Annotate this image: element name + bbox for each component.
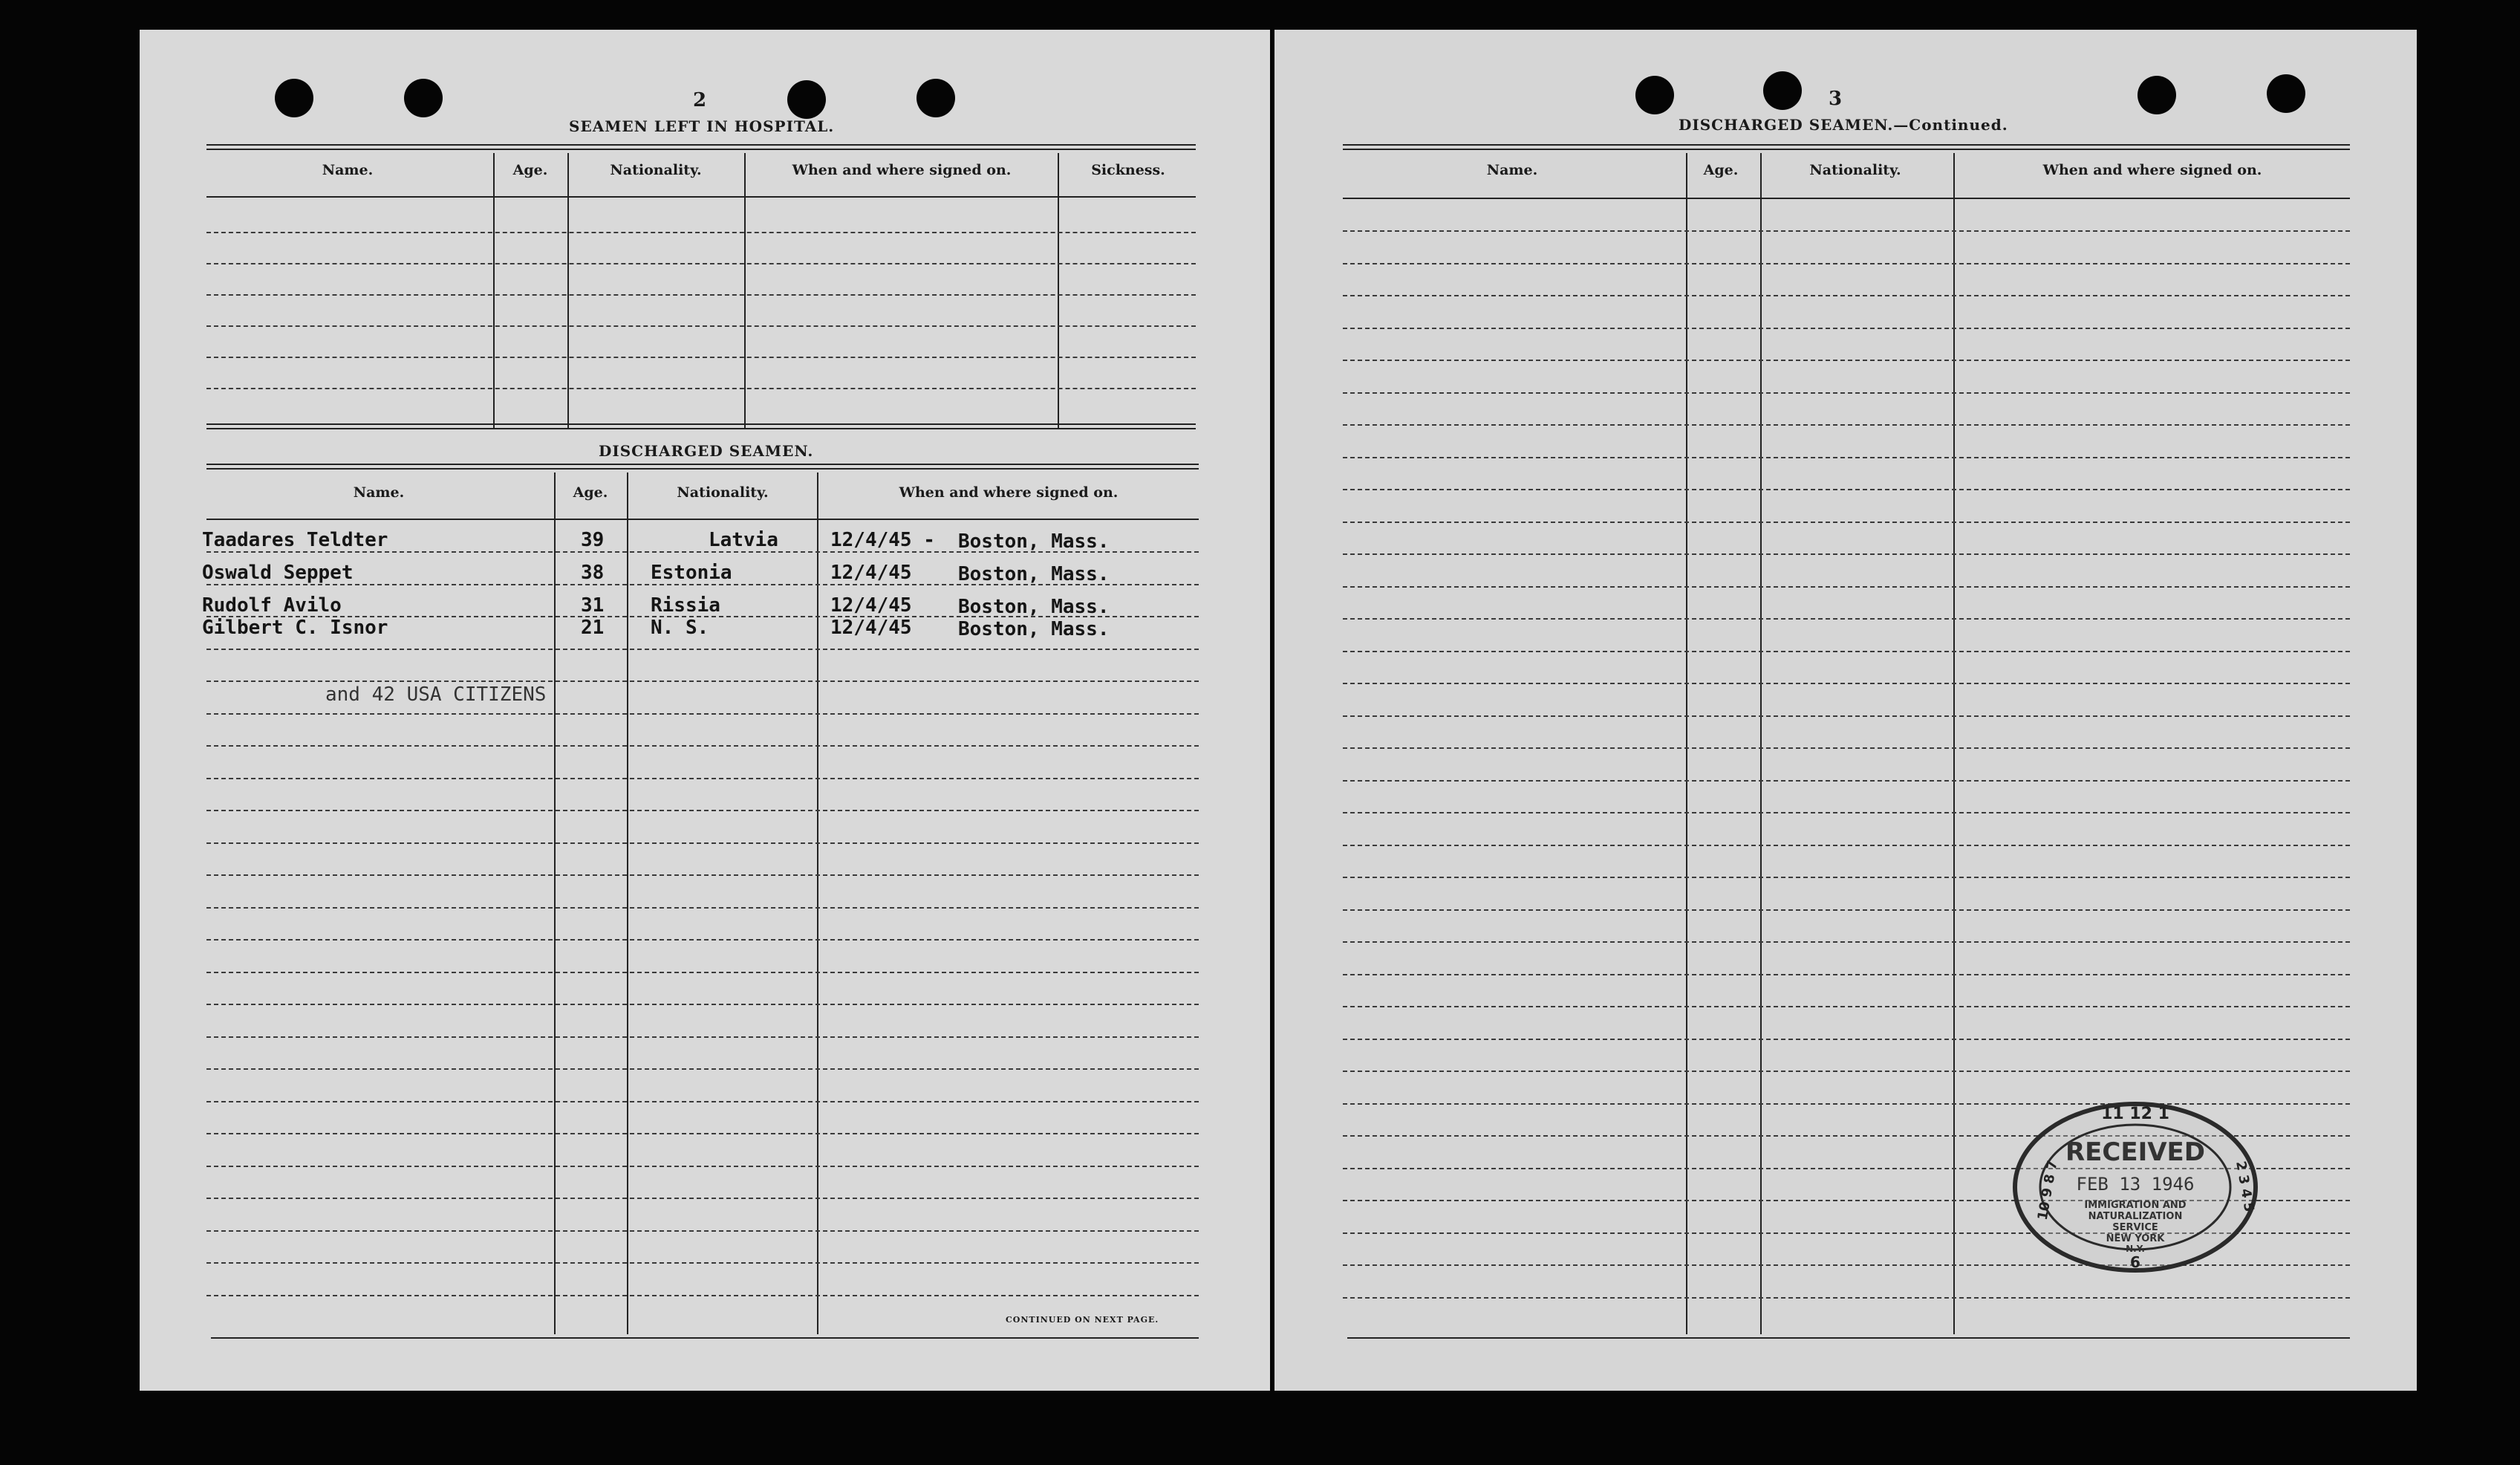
row-line	[1343, 1039, 2350, 1040]
row-line	[1343, 457, 2350, 458]
row-line	[1343, 715, 2350, 717]
header-rule	[1343, 198, 2350, 199]
signed-on-place: Boston, Mass.	[958, 563, 1110, 585]
column-header-age: Age.	[1703, 162, 1739, 178]
punch-hole	[2138, 76, 2176, 114]
row-line	[1343, 812, 2350, 813]
row-line	[206, 939, 1199, 941]
row-line	[1343, 263, 2350, 264]
column-header-age: Age.	[512, 162, 548, 178]
row-line	[206, 649, 1199, 650]
row-line	[1343, 941, 2350, 943]
column-header-age: Age.	[573, 484, 608, 501]
signed-on-place: Boston, Mass.	[958, 530, 1110, 553]
punch-hole	[404, 79, 443, 117]
signed-on-date: 12/4/45	[830, 617, 912, 639]
seaman-nationality: Latvia	[709, 529, 778, 551]
row-line	[206, 1230, 1199, 1232]
signed-on-date: 12/4/45	[830, 594, 912, 617]
row-line	[1343, 489, 2350, 490]
stamp-agency-line: N.Y.	[2126, 1244, 2145, 1254]
blank-row-line	[206, 232, 1196, 233]
row-line	[206, 680, 1199, 682]
row-line	[206, 1036, 1199, 1038]
column-divider	[554, 472, 556, 1334]
left-page	[140, 30, 1270, 1391]
blank-row-line	[206, 294, 1196, 296]
column-divider	[1686, 153, 1687, 1334]
column-header-signed-on: When and where signed on.	[2042, 162, 2262, 178]
signed-on-date: 12/4/45 -	[830, 529, 935, 551]
signed-on-date: 12/4/45	[830, 562, 912, 584]
row-line	[206, 778, 1199, 779]
stamp-left-numbers: 10 9 8 7	[2034, 1159, 2061, 1222]
table-bottom-rule	[1347, 1337, 2350, 1339]
discharged-section-title: DISCHARGED SEAMEN.	[599, 442, 814, 460]
blank-row-line	[206, 388, 1196, 389]
row-line	[1343, 747, 2350, 749]
punch-hole	[275, 79, 313, 117]
seaman-nationality: N. S.	[651, 617, 709, 639]
row-line	[1343, 974, 2350, 975]
row-line	[206, 874, 1199, 876]
table-top-rule	[1343, 144, 2350, 150]
seaman-age: 21	[581, 617, 605, 639]
row-line	[1343, 392, 2350, 394]
column-divider	[817, 472, 818, 1334]
stamp-date: FEB 13 1946	[2076, 1174, 2195, 1195]
column-header-nationality: Nationality.	[677, 484, 769, 501]
row-line	[206, 1004, 1199, 1005]
row-line	[1343, 877, 2350, 878]
page-number: 3	[1829, 88, 1843, 110]
table-top-rule	[206, 144, 1196, 150]
row-line	[1343, 845, 2350, 846]
table-bottom-rule	[206, 423, 1196, 429]
column-header-nationality: Nationality.	[1809, 162, 1901, 178]
row-line	[206, 713, 1199, 715]
row-line	[1343, 1006, 2350, 1007]
row-line	[206, 842, 1199, 844]
column-header-name: Name.	[322, 162, 374, 178]
row-line	[1343, 780, 2350, 782]
column-header-name: Name.	[1486, 162, 1538, 178]
row-line	[206, 1262, 1199, 1264]
row-line	[1343, 618, 2350, 620]
seaman-name: Taadares Teldter	[202, 529, 388, 551]
column-header-nationality: Nationality.	[610, 162, 702, 178]
punch-hole	[1763, 71, 1802, 110]
column-header-name: Name.	[353, 484, 405, 501]
table-top-rule	[206, 464, 1199, 470]
row-line	[1343, 522, 2350, 523]
row-line	[1343, 1071, 2350, 1072]
stamp-received-word: RECEIVED	[2065, 1137, 2205, 1167]
row-line	[1343, 424, 2350, 426]
row-line	[206, 907, 1199, 909]
seaman-name: Oswald Seppet	[202, 562, 354, 584]
row-line	[1343, 683, 2350, 684]
stamp-top-numbers: 11 12 1	[2101, 1105, 2169, 1123]
seaman-age: 39	[581, 529, 605, 551]
row-line	[1343, 328, 2350, 329]
page-number: 2	[693, 89, 707, 111]
blank-row-line	[206, 263, 1196, 264]
signed-on-place: Boston, Mass.	[958, 596, 1110, 618]
row-line	[206, 1101, 1199, 1102]
row-line	[1343, 1297, 2350, 1299]
signed-on-place: Boston, Mass.	[958, 618, 1110, 640]
row-line	[1343, 651, 2350, 652]
seaman-age: 31	[581, 594, 605, 617]
blank-row-line	[206, 325, 1196, 327]
row-line	[206, 1295, 1199, 1296]
stamp-agency-line: NATURALIZATION	[2088, 1211, 2183, 1222]
punch-hole	[2267, 74, 2305, 113]
citizens-note: and 42 USA CITIZENS	[325, 683, 547, 706]
row-line	[206, 1166, 1199, 1167]
header-rule	[206, 519, 1199, 520]
row-line	[206, 1068, 1199, 1070]
column-header-signed-on: When and where signed on.	[899, 484, 1119, 501]
stamp-bottom-numbers: 6	[2130, 1253, 2140, 1271]
page-title: DISCHARGED SEAMEN.—Continued.	[1679, 116, 2008, 134]
row-line	[206, 972, 1199, 973]
column-header-sickness: Sickness.	[1091, 162, 1165, 178]
hospital-section-title: SEAMEN LEFT IN HOSPITAL.	[569, 117, 835, 135]
row-line	[1343, 586, 2350, 588]
stamp-agency-line: SERVICE	[2112, 1222, 2158, 1233]
column-divider	[1760, 153, 1762, 1334]
received-stamp	[2009, 1098, 2262, 1276]
seaman-name: Rudolf Avilo	[202, 594, 342, 617]
row-line	[206, 1198, 1199, 1199]
row-line	[206, 1133, 1199, 1134]
row-line	[206, 810, 1199, 811]
column-header-signed-on: When and where signed on.	[792, 162, 1012, 178]
header-rule	[206, 196, 1196, 198]
column-divider	[1953, 153, 1955, 1334]
continued-footer: CONTINUED ON NEXT PAGE.	[1006, 1315, 1159, 1325]
row-line	[1343, 909, 2350, 911]
row-line	[1343, 230, 2350, 232]
seaman-age: 38	[581, 562, 605, 584]
seaman-name: Gilbert C. Isnor	[202, 617, 388, 639]
row-line	[206, 745, 1199, 747]
seaman-nationality: Estonia	[651, 562, 732, 584]
stamp-right-numbers: 2 3 4 5	[2233, 1160, 2257, 1213]
punch-hole	[916, 79, 955, 117]
column-divider	[627, 472, 628, 1334]
row-line	[1343, 553, 2350, 555]
seaman-nationality: Rissia	[651, 594, 720, 617]
blank-row-line	[206, 357, 1196, 358]
stamp-agency-line: NEW YORK	[2106, 1233, 2165, 1244]
row-line	[1343, 295, 2350, 296]
punch-hole	[1635, 76, 1674, 114]
row-line	[1343, 360, 2350, 361]
table-bottom-rule	[211, 1337, 1199, 1339]
punch-hole	[787, 80, 826, 119]
stamp-agency-line: IMMIGRATION AND	[2084, 1200, 2187, 1211]
